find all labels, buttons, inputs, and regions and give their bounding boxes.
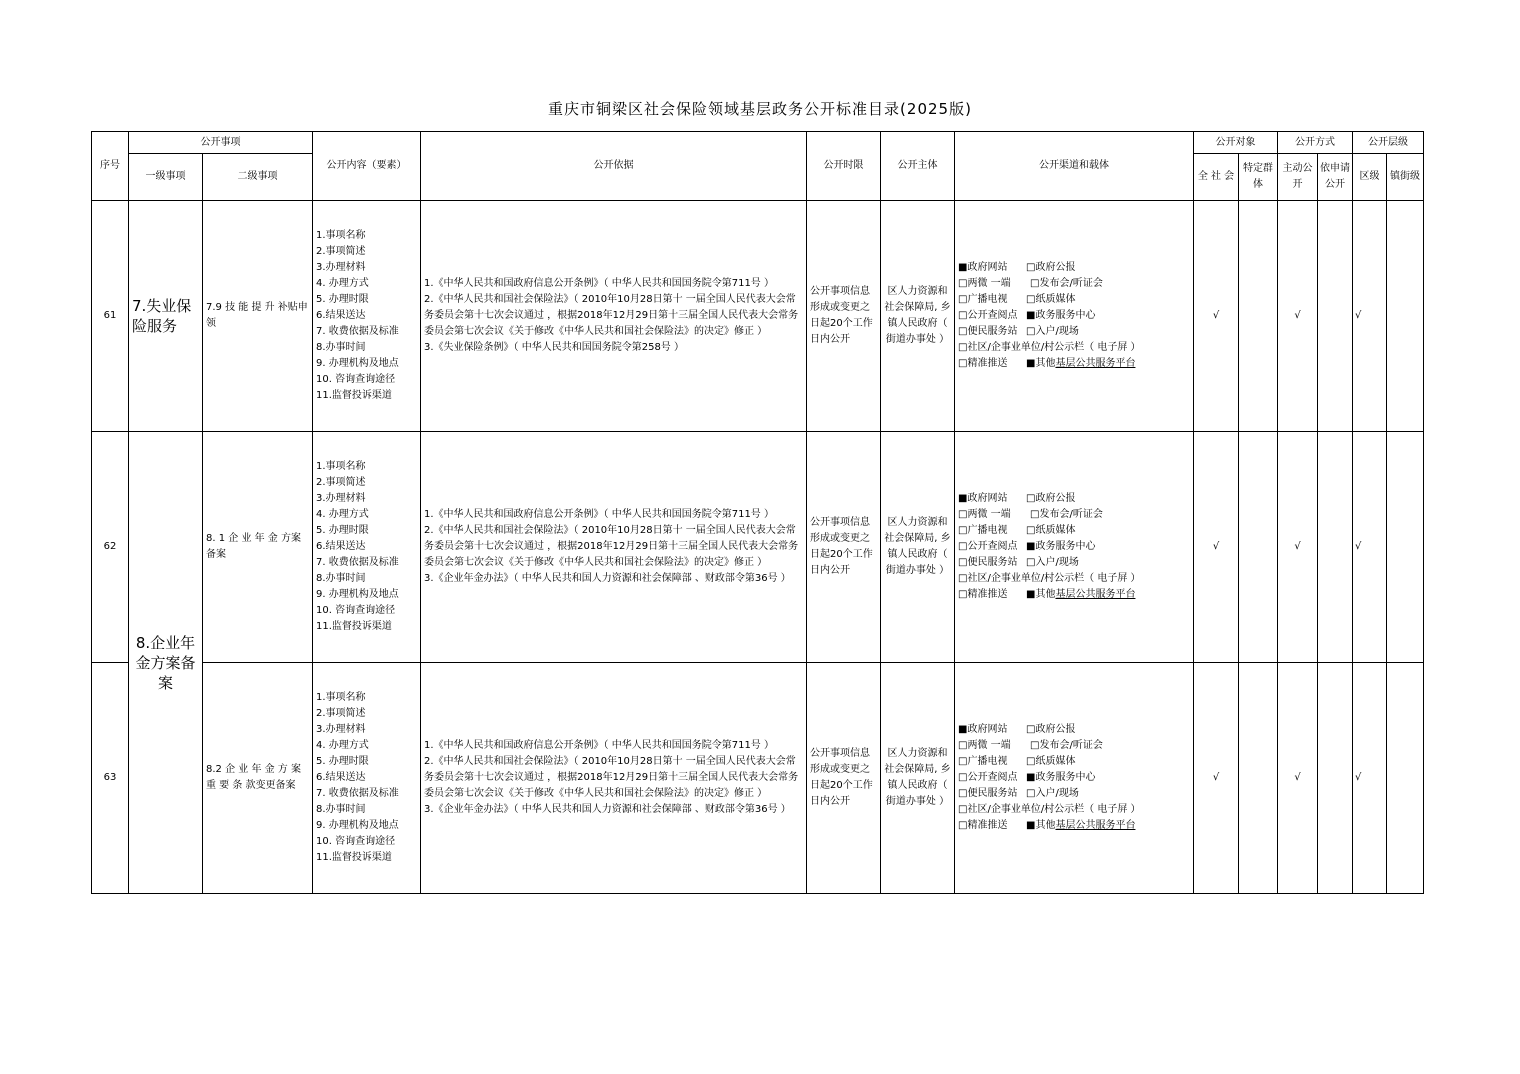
channel-gov-site: ■政府网站 xyxy=(958,262,1008,273)
row-target-specific xyxy=(1239,663,1278,894)
channel-reading-point: □公开查阅点 xyxy=(958,541,1018,552)
channel-precise-push: □精准推送 xyxy=(958,589,1008,600)
row-basis xyxy=(421,432,807,663)
channel-on-site: □入户/现场 xyxy=(1026,557,1079,568)
content-line: 5. 办理时限 xyxy=(316,756,369,767)
channel-community: □社区/企事业单位/村公示栏（ 电子屏 ） xyxy=(958,342,1141,353)
channel-broadcast: □广播电视 xyxy=(958,756,1008,767)
row-target-specific xyxy=(1239,432,1278,663)
row-level-town xyxy=(1387,432,1424,663)
content-line: 10. 咨询查询途径 xyxy=(316,605,396,616)
header-level2: 二级事项 xyxy=(203,154,313,201)
row-level-district: √ xyxy=(1353,663,1387,894)
header-method-group: 公开方式 xyxy=(1278,132,1353,154)
catalog-table xyxy=(91,131,1424,894)
row-method-request xyxy=(1318,663,1353,894)
row-level2: 8.2 企 业 年 金 方 案 重 要 条 款变更备案 xyxy=(203,663,313,894)
header-row-1 xyxy=(92,132,1424,154)
channel-gov-gazette: □政府公报 xyxy=(1026,262,1076,273)
row-method-active: √ xyxy=(1278,432,1318,663)
row-seq: 62 xyxy=(92,432,129,663)
row-content xyxy=(313,201,421,432)
header-channels: 公开渠道和载体 xyxy=(955,132,1194,201)
content-line: 8.办事时间 xyxy=(316,573,366,584)
row-level-town xyxy=(1387,663,1424,894)
channel-two-micro: □两微 一端 xyxy=(958,509,1011,520)
content-line: 4. 办理方式 xyxy=(316,509,369,520)
header-time-limit: 公开时限 xyxy=(807,132,881,201)
row-time-limit: 公开事项信息形成或变更之日起20个工作日内公开 xyxy=(807,663,881,894)
content-line: 9. 办理机构及地点 xyxy=(316,358,399,369)
channel-paper: □纸质媒体 xyxy=(1026,525,1076,536)
row-content xyxy=(313,663,421,894)
row-subject: 区人力资源和社会保障局, 乡镇人民政府（ 街道办事处 ） xyxy=(881,432,955,663)
channel-community: □社区/企事业单位/村公示栏（ 电子屏 ） xyxy=(958,804,1141,815)
row-basis xyxy=(421,663,807,894)
channel-gov-gazette: □政府公报 xyxy=(1026,493,1076,504)
row-method-request xyxy=(1318,432,1353,663)
channel-reading-point: □公开查阅点 xyxy=(958,310,1018,321)
channel-gov-site: ■政府网站 xyxy=(958,724,1008,735)
row-target-all: √ xyxy=(1194,201,1239,432)
row-subject: 区人力资源和社会保障局, 乡镇人民政府（ 街道办事处 ） xyxy=(881,201,955,432)
content-line: 6.结果送达 xyxy=(316,772,366,783)
channel-service-center: ■政务服务中心 xyxy=(1026,541,1096,552)
content-line: 4. 办理方式 xyxy=(316,278,369,289)
header-level-town: 镇街级 xyxy=(1387,154,1424,201)
content-line: 11.监督投诉渠道 xyxy=(316,390,392,401)
content-line: 10. 咨询查询途径 xyxy=(316,374,396,385)
basis-line: 2.《中华人民共和国社会保险法》（ 2010年10月28日第十 一届全国人民代表大会常务委员会第十七次会议通过 ，根据2018年12月29日第十三届全国人民代表大会常务委员会第七次会议《关于修改《中华人民共和国社会保险法》的决定》修正 ） xyxy=(424,294,799,337)
header-item-group: 公开事项 xyxy=(129,132,313,154)
header-target-all: 全 社 会 xyxy=(1194,154,1239,201)
basis-line: 1.《中华人民共和国政府信息公开条例》（ 中华人民共和国国务院令第711号 ） xyxy=(424,278,774,289)
row-channels xyxy=(955,432,1194,663)
header-target-specific: 特定群体 xyxy=(1239,154,1278,201)
channel-service-center: ■政务服务中心 xyxy=(1026,310,1096,321)
channel-other-label: ■其他 xyxy=(1026,589,1056,600)
row-seq: 61 xyxy=(92,201,129,432)
content-line: 8.办事时间 xyxy=(316,804,366,815)
header-content: 公开内容（要素） xyxy=(313,132,421,201)
header-level-district: 区级 xyxy=(1353,154,1387,201)
channel-precise-push: □精准推送 xyxy=(958,358,1008,369)
content-line: 1.事项名称 xyxy=(316,230,366,241)
row-target-all: √ xyxy=(1194,432,1239,663)
content-line: 4. 办理方式 xyxy=(316,740,369,751)
header-basis: 公开依据 xyxy=(421,132,807,201)
header-method-active: 主动公开 xyxy=(1278,154,1318,201)
channel-on-site: □入户/现场 xyxy=(1026,326,1079,337)
content-line: 1.事项名称 xyxy=(316,692,366,703)
header-target-group: 公开对象 xyxy=(1194,132,1278,154)
channel-service-station: □便民服务站 xyxy=(958,326,1018,337)
content-line: 5. 办理时限 xyxy=(316,294,369,305)
content-line: 3.办理材料 xyxy=(316,262,366,273)
content-line: 7. 收费依据及标准 xyxy=(316,788,399,799)
content-line: 7. 收费依据及标准 xyxy=(316,326,399,337)
content-line: 6.结果送达 xyxy=(316,541,366,552)
content-line: 6.结果送达 xyxy=(316,310,366,321)
basis-line: 2.《中华人民共和国社会保险法》（ 2010年10月28日第十 一届全国人民代表大会常务委员会第十七次会议通过 ，根据2018年12月29日第十三届全国人民代表大会常务委员会第七次会议《关于修改《中华人民共和国社会保险法》的决定》修正 ） xyxy=(424,525,799,568)
channel-other-label: ■其他 xyxy=(1026,358,1056,369)
channel-other-value: 基层公共服务平台 xyxy=(1055,358,1136,369)
channel-gov-gazette: □政府公报 xyxy=(1026,724,1076,735)
row-method-request xyxy=(1318,201,1353,432)
row-channels xyxy=(955,663,1194,894)
row-seq: 63 xyxy=(92,663,129,894)
channel-service-station: □便民服务站 xyxy=(958,557,1018,568)
table-row xyxy=(92,663,1424,894)
content-line: 10. 咨询查询途径 xyxy=(316,836,396,847)
header-level-group: 公开层级 xyxy=(1353,132,1424,154)
row-level-district: √ xyxy=(1353,432,1387,663)
row-time-limit: 公开事项信息形成或变更之日起20个工作日内公开 xyxy=(807,432,881,663)
channel-hearing: □发布会/听证会 xyxy=(1030,509,1103,520)
channel-community: □社区/企事业单位/村公示栏（ 电子屏 ） xyxy=(958,573,1141,584)
channel-service-station: □便民服务站 xyxy=(958,788,1018,799)
row-target-all: √ xyxy=(1194,663,1239,894)
channel-two-micro: □两微 一端 xyxy=(958,740,1011,751)
content-line: 9. 办理机构及地点 xyxy=(316,589,399,600)
basis-line: 1.《中华人民共和国政府信息公开条例》（ 中华人民共和国国务院令第711号 ） xyxy=(424,509,774,520)
content-line: 2.事项简述 xyxy=(316,708,366,719)
content-line: 11.监督投诉渠道 xyxy=(316,852,392,863)
row-level1: 7.失业保险服务 xyxy=(129,201,203,432)
content-line: 2.事项简述 xyxy=(316,246,366,257)
row-basis xyxy=(421,201,807,432)
content-line: 3.办理材料 xyxy=(316,724,366,735)
row-time-limit: 公开事项信息形成或变更之日起20个工作日内公开 xyxy=(807,201,881,432)
basis-line: 3.《失业保险条例》（ 中华人民共和国国务院令第258号 ） xyxy=(424,342,684,353)
channel-service-center: ■政务服务中心 xyxy=(1026,772,1096,783)
channel-on-site: □入户/现场 xyxy=(1026,788,1079,799)
content-line: 5. 办理时限 xyxy=(316,525,369,536)
row-level-district: √ xyxy=(1353,201,1387,432)
channel-precise-push: □精准推送 xyxy=(958,820,1008,831)
channel-broadcast: □广播电视 xyxy=(958,525,1008,536)
header-subject: 公开主体 xyxy=(881,132,955,201)
row-level2: 7.9 技 能 提 升 补贴申领 xyxy=(203,201,313,432)
basis-line: 1.《中华人民共和国政府信息公开条例》（ 中华人民共和国国务院令第711号 ） xyxy=(424,740,774,751)
basis-line: 3.《企业年金办法》（ 中华人民共和国人力资源和社会保障部 、财政部令第36号 ） xyxy=(424,573,791,584)
row-level1: 8.企业年金方案备案 xyxy=(129,432,203,894)
content-line: 9. 办理机构及地点 xyxy=(316,820,399,831)
table-row xyxy=(92,432,1424,663)
row-method-active: √ xyxy=(1278,201,1318,432)
channel-other-value: 基层公共服务平台 xyxy=(1055,589,1136,600)
row-target-specific xyxy=(1239,201,1278,432)
content-line: 7. 收费依据及标准 xyxy=(316,557,399,568)
row-level-town xyxy=(1387,201,1424,432)
channel-other-label: ■其他 xyxy=(1026,820,1056,831)
content-line: 8.办事时间 xyxy=(316,342,366,353)
table-row xyxy=(92,201,1424,432)
channel-hearing: □发布会/听证会 xyxy=(1030,740,1103,751)
row-subject: 区人力资源和社会保障局, 乡镇人民政府（ 街道办事处 ） xyxy=(881,663,955,894)
row-level2: 8. 1 企 业 年 金 方案备案 xyxy=(203,432,313,663)
channel-paper: □纸质媒体 xyxy=(1026,756,1076,767)
content-line: 1.事项名称 xyxy=(316,461,366,472)
content-line: 2.事项简述 xyxy=(316,477,366,488)
header-level1: 一级事项 xyxy=(129,154,203,201)
content-line: 3.办理材料 xyxy=(316,493,366,504)
channel-hearing: □发布会/听证会 xyxy=(1030,278,1103,289)
row-method-active: √ xyxy=(1278,663,1318,894)
channel-gov-site: ■政府网站 xyxy=(958,493,1008,504)
channel-two-micro: □两微 一端 xyxy=(958,278,1011,289)
row-content xyxy=(313,432,421,663)
header-seq: 序号 xyxy=(92,132,129,201)
channel-paper: □纸质媒体 xyxy=(1026,294,1076,305)
channel-reading-point: □公开查阅点 xyxy=(958,772,1018,783)
basis-line: 3.《企业年金办法》（ 中华人民共和国人力资源和社会保障部 、财政部令第36号 ） xyxy=(424,804,791,815)
content-line: 11.监督投诉渠道 xyxy=(316,621,392,632)
channel-other-value: 基层公共服务平台 xyxy=(1055,820,1136,831)
channel-broadcast: □广播电视 xyxy=(958,294,1008,305)
basis-line: 2.《中华人民共和国社会保险法》（ 2010年10月28日第十 一届全国人民代表大会常务委员会第十七次会议通过 ，根据2018年12月29日第十三届全国人民代表大会常务委员会第七次会议《关于修改《中华人民共和国社会保险法》的决定》修正 ） xyxy=(424,756,799,799)
row-channels xyxy=(955,201,1194,432)
header-method-request: 依申请公开 xyxy=(1318,154,1353,201)
page-title: 重庆市铜梁区社会保险领域基层政务公开标准目录(2025版) xyxy=(548,100,972,118)
